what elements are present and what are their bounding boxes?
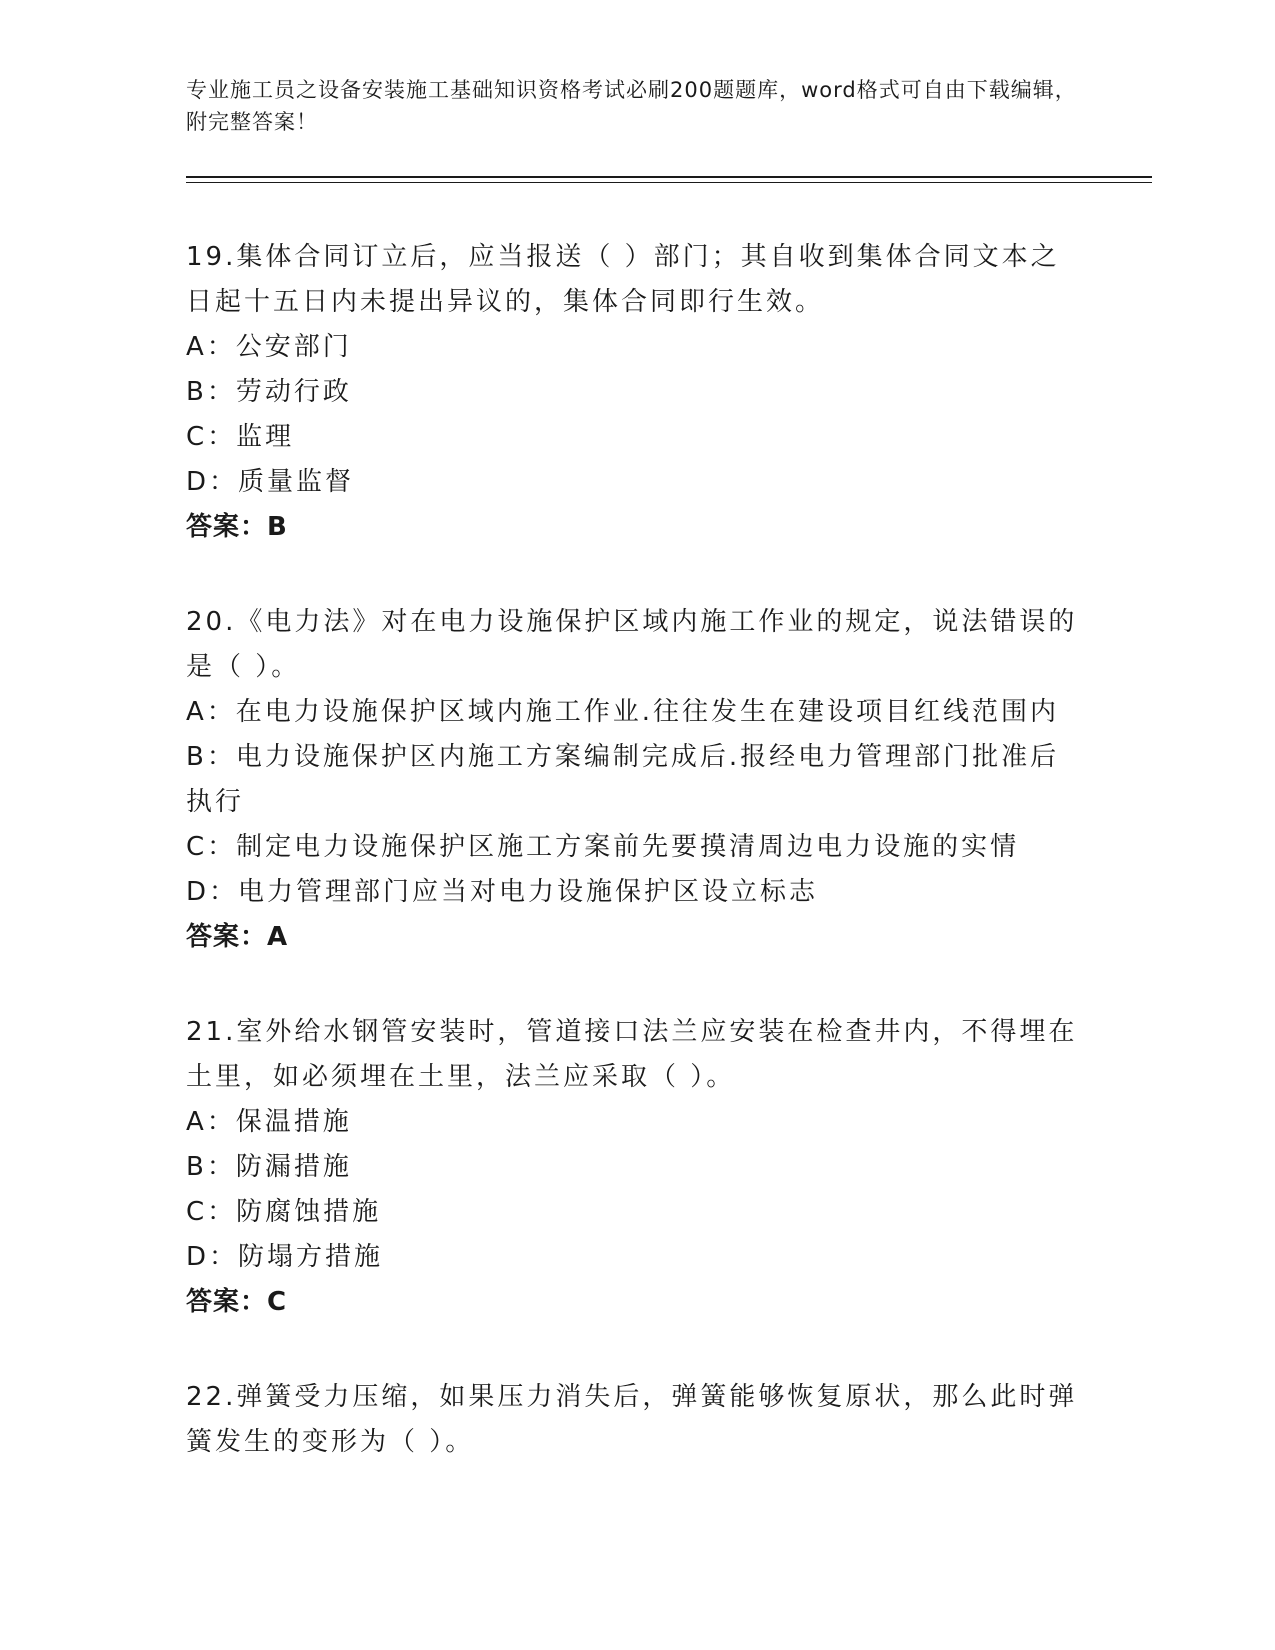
question-stem: 20.《电力法》对在电力设施保护区域内施工作业的规定，说法错误的是（ ）。 [186,607,1078,682]
question-stem: 21.室外给水钢管安装时，管道接口法兰应安装在检查井内，不得埋在土里，如必须埋在土里，法兰应采取（ ）。 [186,1017,1078,1092]
question-21 [186,1010,1086,1325]
answer: 答案：C [186,1287,288,1317]
option-c: C：监理 [186,422,295,452]
option-a: A：公安部门 [186,332,352,362]
option-c: C：防腐蚀措施 [186,1197,382,1227]
question-22 [186,1375,1086,1465]
question-20 [186,600,1086,960]
header-divider-thin [186,182,1152,183]
document-header: 专业施工员之设备安装施工基础知识资格考试必刷200题题库，word格式可自由下载编辑，附完整答案！ [186,78,1077,134]
question-19 [186,235,1086,550]
header-divider-thick [186,176,1152,178]
option-d: D：电力管理部门应当对电力设施保护区设立标志 [186,877,819,907]
option-c: C：制定电力设施保护区施工方案前先要摸清周边电力设施的实情 [186,832,1020,862]
option-b: B：防漏措施 [186,1152,352,1182]
option-d: D：质量监督 [186,467,355,497]
question-stem: 22.弹簧受力压缩，如果压力消失后，弹簧能够恢复原状，那么此时弹簧发生的变形为（ ）。 [186,1382,1078,1457]
option-a: A：在电力设施保护区域内施工作业.往往发生在建设项目红线范围内 [186,697,1060,727]
option-b: B：劳动行政 [186,377,352,407]
answer: 答案：A [186,922,289,952]
option-b: B：电力设施保护区内施工方案编制完成后.报经电力管理部门批准后执行 [186,742,1060,817]
answer: 答案：B [186,512,288,542]
option-a: A：保温措施 [186,1107,352,1137]
question-list [186,235,1086,1515]
question-stem: 19.集体合同订立后，应当报送（ ）部门；其自收到集体合同文本之日起十五日内未提出异议的，集体合同即行生效。 [186,242,1060,317]
option-d: D：防塌方措施 [186,1242,384,1272]
